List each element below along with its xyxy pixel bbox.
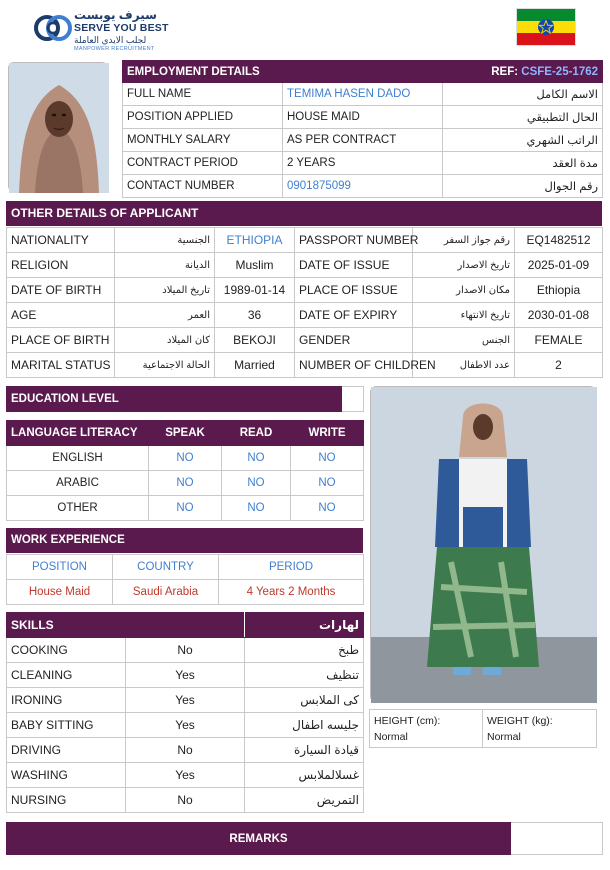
logo-mark-icon — [34, 8, 72, 48]
work-experience-title: WORK EXPERIENCE — [6, 528, 363, 553]
table-row: CLEANING Yes تنظيف — [7, 663, 364, 688]
skills-table — [6, 612, 364, 813]
gender-value: FEMALE — [515, 328, 603, 353]
skills-title: SKILLS — [7, 613, 126, 638]
measurements-table — [369, 709, 597, 748]
full-name-value: TEMIMA HASEN DADO — [283, 83, 443, 106]
table-row: MONTHLY SALARY AS PER CONTRACT الراتب الشهري — [123, 129, 603, 152]
place-of-issue-value: Ethiopia — [515, 278, 603, 303]
weight-label: WEIGHT (kg): — [487, 714, 553, 727]
religion-value: Muslim — [215, 253, 295, 278]
applicant-full-body-photo — [370, 386, 596, 702]
weight-cell — [483, 710, 597, 748]
brand-tagline-arabic: لجلب الايدي العاملة — [74, 35, 147, 45]
work-experience-table — [6, 554, 364, 605]
remarks-title: REMARKS — [7, 823, 511, 855]
table-row: CONTACT NUMBER 0901875099 رقم الجوال — [123, 175, 603, 198]
table-row: COOKING No طبخ — [7, 638, 364, 663]
reference-number: REF: CSFE-25-1762 — [283, 61, 603, 83]
table-row: ENGLISH NO NO NO — [7, 446, 364, 471]
date-of-birth-value: 1989-01-14 — [215, 278, 295, 303]
ethiopia-flag-icon — [516, 8, 576, 46]
work-country-value: Saudi Arabia — [113, 580, 219, 605]
brand-tagline: MANPOWER RECRUITMENT — [74, 46, 155, 52]
remarks-table — [6, 822, 603, 855]
height-value: Normal — [374, 730, 408, 743]
date-of-expiry-value: 2030-01-08 — [515, 303, 603, 328]
applicant-portrait-photo — [8, 62, 108, 192]
contact-number-value: 0901875099 — [283, 175, 443, 198]
date-of-issue-value: 2025-01-09 — [515, 253, 603, 278]
table-row: WASHING Yes غسلالملابس — [7, 763, 364, 788]
table-row: FULL NAME TEMIMA HASEN DADO الاسم الكامل — [123, 83, 603, 106]
skills-title-arabic: لهارات — [245, 613, 364, 638]
company-logo — [34, 8, 194, 52]
passport-number-value: EQ1482512 — [515, 228, 603, 253]
weight-value: Normal — [487, 730, 521, 743]
age-value: 36 — [215, 303, 295, 328]
education-level-table — [6, 386, 364, 412]
remarks-value — [511, 823, 603, 855]
nationality-value: ETHIOPIA — [215, 228, 295, 253]
table-row: AGE العمر 36 DATE OF EXPIRY تاريخ الانتهاء 2030-01-08 — [7, 303, 603, 328]
work-position-value: House Maid — [7, 580, 113, 605]
monthly-salary-value: AS PER CONTRACT — [283, 129, 443, 152]
other-details-table — [6, 227, 603, 378]
education-level-title: EDUCATION LEVEL — [7, 387, 342, 412]
table-row: BABY SITTING Yes جليسه اطفال — [7, 713, 364, 738]
place-of-birth-value: BEKOJI — [215, 328, 295, 353]
table-row: MARITAL STATUS الحالة الاجتماعية Married NUMBER OF CHILDREN عدد الاطفال 2 — [7, 353, 603, 378]
table-row: NATIONALITY الجنسية ETHIOPIA PASSPORT NUMBER رقم جواز السفر EQ1482512 — [7, 228, 603, 253]
height-label: HEIGHT (cm): — [374, 714, 441, 727]
table-row: POSITION COUNTRY PERIOD — [7, 555, 364, 580]
contract-period-value: 2 YEARS — [283, 152, 443, 175]
employment-details-title: EMPLOYMENT DETAILS — [123, 61, 283, 83]
table-row: DATE OF BIRTH تاريخ الميلاد 1989-01-14 PLACE OF ISSUE مكان الاصدار Ethiopia — [7, 278, 603, 303]
number-of-children-value: 2 — [515, 353, 603, 378]
table-row: POSITION APPLIED HOUSE MAID الحال التطبيقي — [123, 106, 603, 129]
table-row: RELIGION الديانة Muslim DATE OF ISSUE تاريخ الاصدار 2025-01-09 — [7, 253, 603, 278]
height-cell — [370, 710, 483, 748]
work-period-value: 4 Years 2 Months — [219, 580, 364, 605]
other-details-title: OTHER DETAILS OF APPLICANT — [6, 201, 602, 226]
table-row: ARABIC NO NO NO — [7, 471, 364, 496]
brand-name: SERVE YOU BEST — [74, 22, 169, 34]
table-row: IRONING Yes كى الملابس — [7, 688, 364, 713]
table-row: PLACE OF BIRTH كان الميلاد BEKOJI GENDER الجنس FEMALE — [7, 328, 603, 353]
education-level-value — [342, 387, 364, 412]
table-row — [7, 580, 364, 605]
table-row: OTHER NO NO NO — [7, 496, 364, 521]
table-row: NURSING No التمريض — [7, 788, 364, 813]
table-row: DRIVING No قيادة السيارة — [7, 738, 364, 763]
employment-details-table — [122, 60, 603, 198]
language-literacy-table: LANGUAGE LITERACY SPEAK READ WRITE ENGLISH NO NO NO ARABIC NO NO NO OTHER NO NO NO — [6, 420, 364, 521]
table-row: CONTRACT PERIOD 2 YEARS مدة العقد — [123, 152, 603, 175]
position-applied-value: HOUSE MAID — [283, 106, 443, 129]
brand-name-arabic: سيرف يوبست — [74, 8, 157, 22]
marital-status-value: Married — [215, 353, 295, 378]
